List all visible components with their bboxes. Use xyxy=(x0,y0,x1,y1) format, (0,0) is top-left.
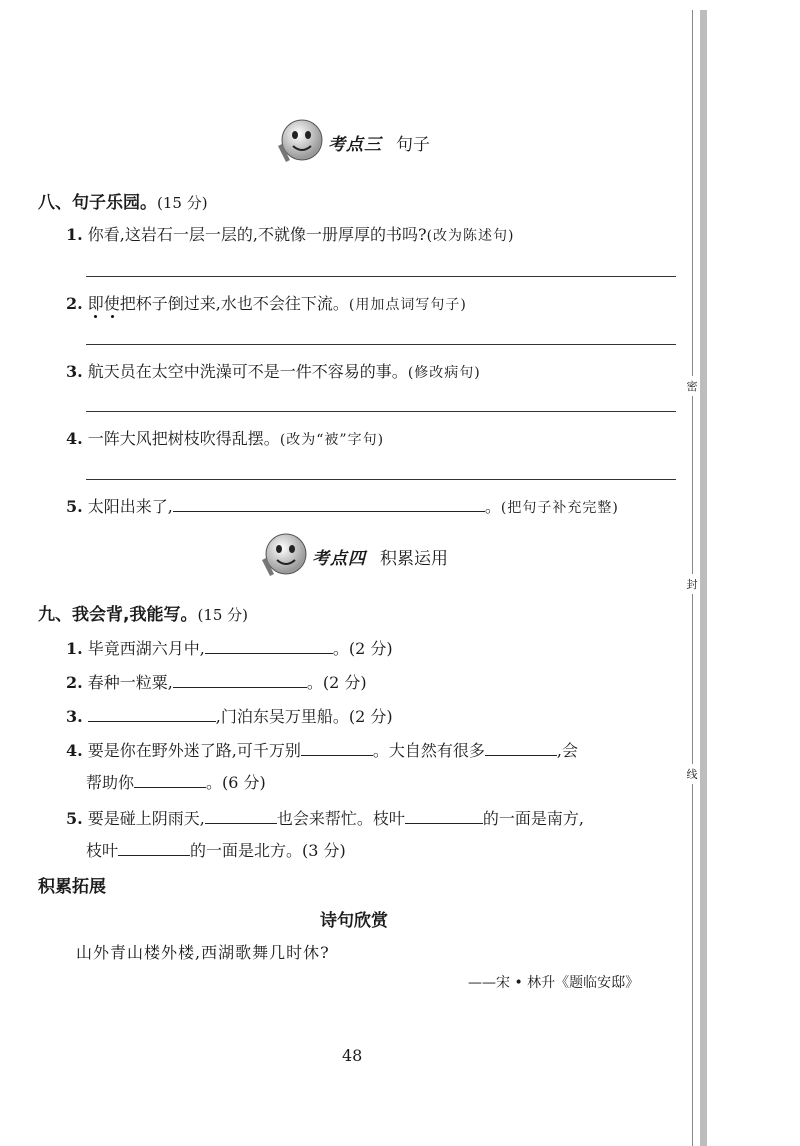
q8-item-5: 5. 太阳出来了, 。(把句子补充完整) xyxy=(66,497,619,516)
binding-strip xyxy=(700,10,707,1146)
q9-item-3: 3. ,门泊东吴万里船。(2 分) xyxy=(66,707,393,726)
q8-item-3: 3. 航天员在太空中洗澡可不是一件不容易的事。(修改病句) xyxy=(66,362,481,381)
fill-blank[interactable] xyxy=(173,673,307,688)
mascot-icon xyxy=(272,116,324,168)
q9-item-4: 4. 要是你在野外迷了路,可千万别 。大自然有很多 ,会 xyxy=(66,741,578,760)
q8-item-4: 4. 一阵大风把树枝吹得乱摆。(改为“被”字句) xyxy=(66,429,385,448)
fill-blank[interactable] xyxy=(134,773,206,788)
side-mark-xian: 线 xyxy=(684,764,700,784)
q8-item-1: 1. 你看,这岩石一层一层的,不就像一册厚厚的书吗?(改为陈述句) xyxy=(66,225,515,244)
q9-item-5: 5. 要是碰上阴雨天, 也会来帮忙。枝叶 的一面是南方, xyxy=(66,809,584,828)
fill-blank[interactable] xyxy=(173,497,485,512)
section-title: 积累运用 xyxy=(380,548,448,569)
fill-blank[interactable] xyxy=(205,809,277,824)
fill-blank[interactable] xyxy=(205,639,333,654)
q9-item-4-cont: 帮助你 。(6 分) xyxy=(86,773,266,792)
fill-blank[interactable] xyxy=(485,741,557,756)
question-9-heading: 九、我会背,我能写。(15 分) xyxy=(38,605,249,625)
answer-line[interactable] xyxy=(86,411,676,412)
q9-item-1: 1. 毕竟西湖六月中, 。(2 分) xyxy=(66,639,393,658)
answer-line[interactable] xyxy=(86,344,676,345)
fill-blank[interactable] xyxy=(118,841,190,856)
fill-blank[interactable] xyxy=(405,809,483,824)
fill-blank[interactable] xyxy=(88,707,216,722)
emphasis-dot xyxy=(94,315,97,318)
page-number: 48 xyxy=(342,1046,363,1065)
answer-line[interactable] xyxy=(86,276,676,277)
extension-heading: 积累拓展 xyxy=(38,877,106,897)
q9-item-2: 2. 春种一粒粟, 。(2 分) xyxy=(66,673,367,692)
section-tag: 考点三 xyxy=(328,134,382,155)
poem-attribution: ——宋 • 林升《题临安邸》 xyxy=(468,975,640,991)
fill-blank[interactable] xyxy=(301,741,373,756)
poem-heading: 诗句欣赏 xyxy=(320,911,388,931)
side-mark-feng: 封 xyxy=(684,574,700,594)
emphasis-dot xyxy=(111,315,114,318)
q9-item-5-cont: 枝叶 的一面是北方。(3 分) xyxy=(86,841,346,860)
question-8-heading: 八、句子乐园。(15 分) xyxy=(38,193,208,213)
section-tag: 考点四 xyxy=(312,548,366,569)
side-mark-mi: 密 xyxy=(684,376,700,396)
answer-line[interactable] xyxy=(86,479,676,480)
q8-item-2: 2. 即使把杯子倒过来,水也不会往下流。(用加点词写句子) xyxy=(66,294,467,313)
mascot-icon xyxy=(256,530,308,582)
section-banner-4 xyxy=(256,526,448,586)
section-title: 句子 xyxy=(396,134,430,155)
section-banner-3 xyxy=(272,112,430,172)
poem-line: 山外青山楼外楼,西湖歌舞几时休? xyxy=(76,943,330,962)
